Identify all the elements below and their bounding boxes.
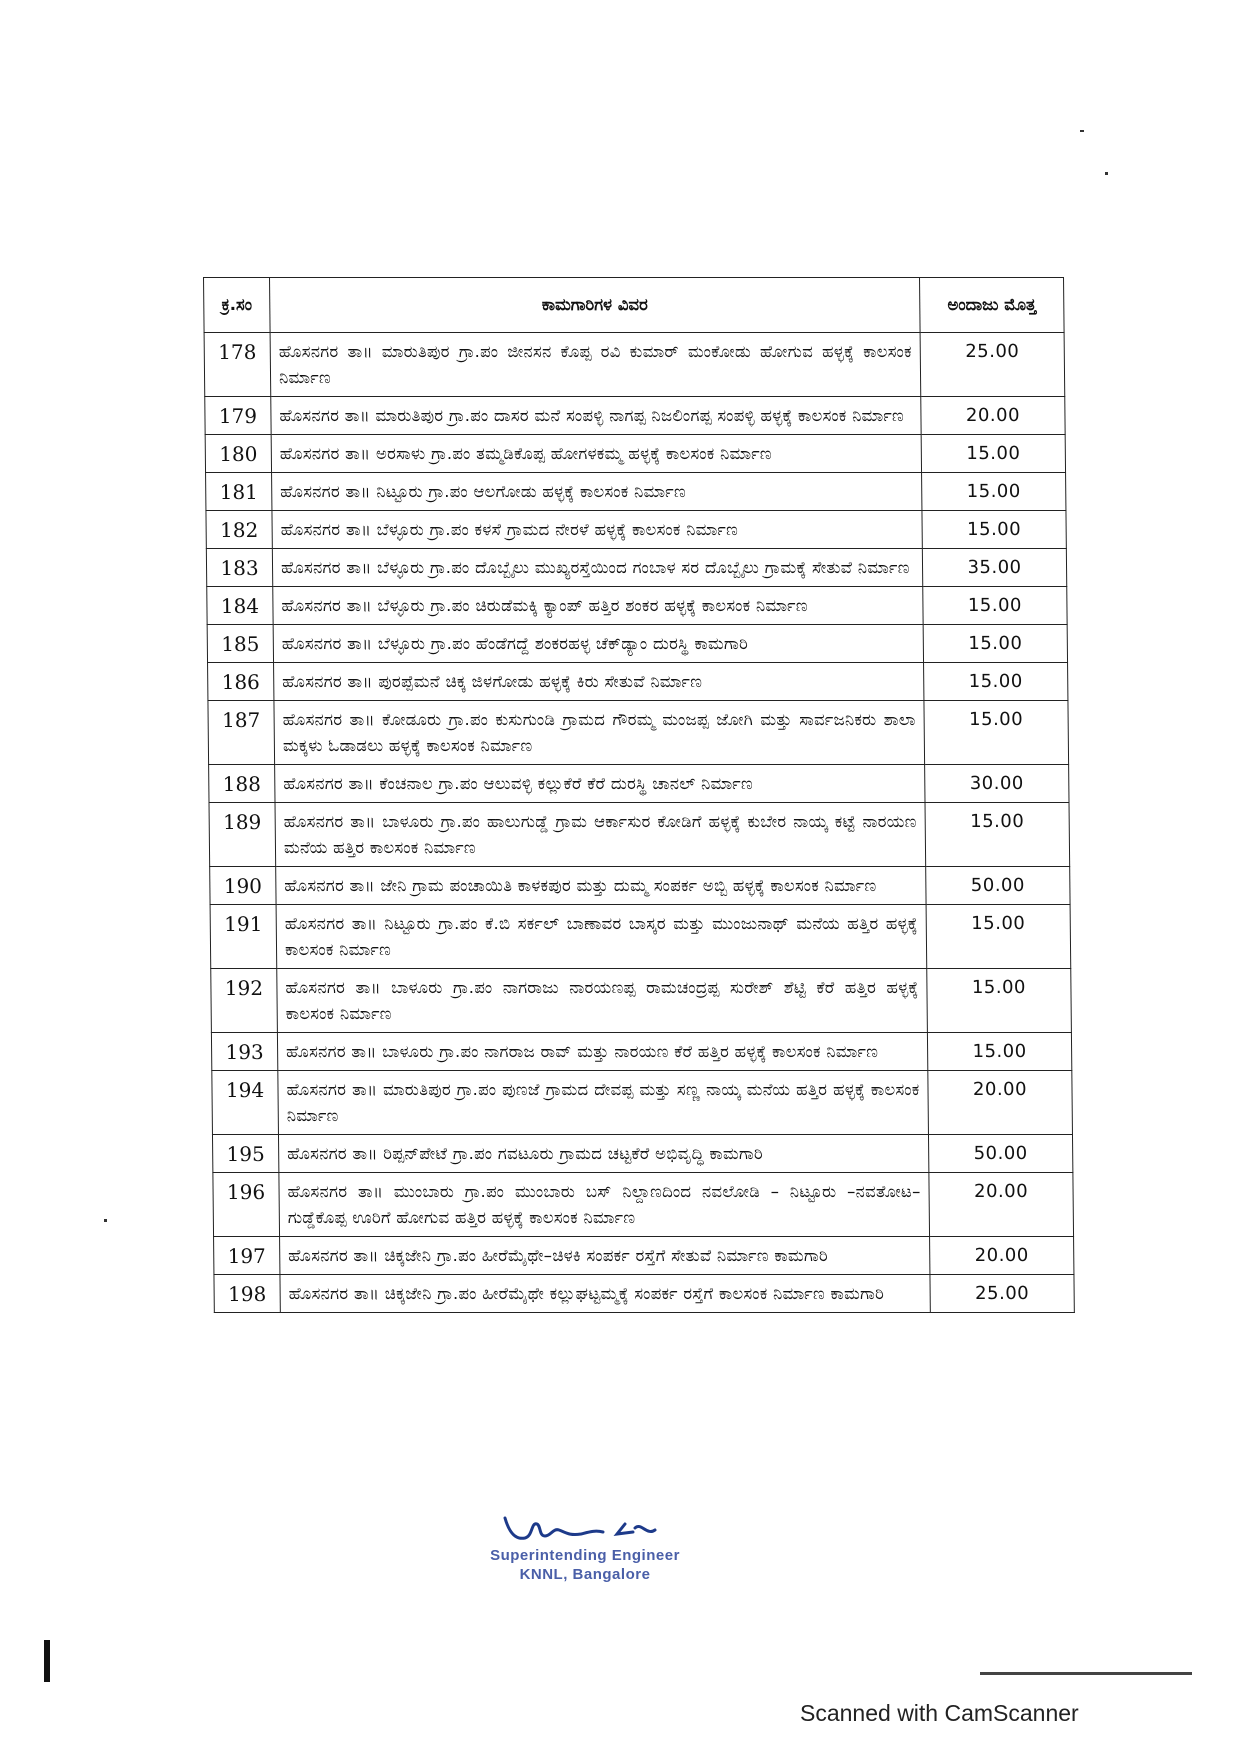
table-header-row bbox=[204, 278, 1065, 333]
row-work-description: ಹೊಸನಗರ ತಾ॥ ನಿಟ್ಟೂರು ಗ್ರಾ.ಪಂ ಕೆ.ಬಿ ಸರ್ಕಲ್ ಬಾಣಾವರ ಬಾಸ್ಕರ ಮತ್ತು ಮುಂಜುನಾಥ್ ಮನೆಯ ಹತ್ತಿರ ಹಳ್ಳಕ್ಕೆ ಕಾಲಸಂಕ ನಿರ್ಮಾಣ bbox=[276, 905, 927, 969]
scanner-watermark: Scanned with CamScanner bbox=[800, 1700, 1079, 1726]
table-row bbox=[204, 333, 1065, 397]
table-row bbox=[210, 867, 1070, 905]
row-estimated-amount: 15.00 bbox=[927, 969, 1072, 1033]
works-table bbox=[203, 277, 1075, 1313]
row-work-description: ಹೊಸನಗರ ತಾ॥ ಚಿಕ್ಕಜೇನಿ ಗ್ರಾ.ಪಂ ಹೀರೆಮೈಥೇ ಕಲ್ಲುಘಟ್ಟಮ್ಮಕ್ಕೆ ಸಂಪರ್ಕ ರಸ್ತೆಗೆ ಕಾಲಸಂಕ ನಿರ್ಮಾಣ ಕಾಮಗಾರಿ bbox=[280, 1275, 930, 1313]
row-work-description: ಹೊಸನಗರ ತಾ॥ ಕೋಡೂರು ಗ್ರಾ.ಪಂ ಕುಸುಗುಂಡಿ ಗ್ರಾಮದ ಗೌರಮ್ಮ ಮಂಜಪ್ಪ ಜೋಗಿ ಮತ್ತು ಸಾರ್ವಜನಿಕರು ಶಾಲಾ ಮಕ್ಕಳು ಓಡಾಡಲು ಹಳ್ಳಕ್ಕೆ ಕಾಲಸಂಕ ನಿರ್ಮಾಣ bbox=[274, 701, 925, 765]
row-estimated-amount: 20.00 bbox=[930, 1237, 1074, 1275]
row-work-description: ಹೊಸನಗರ ತಾ॥ ಮುಂಬಾರು ಗ್ರಾ.ಪಂ ಮುಂಬಾರು ಬಸ್ ನಿಲ್ದಾಣದಿಂದ ನವಲೋಡಿ – ನಿಟ್ಟೂರು –ನವತೋಟ– ಗುಡ್ಡೆಕೊಪ್ಪ ಊರಿಗೆ ಹೋಗುವ ಹತ್ತಿರ ಹಳ್ಳಕ್ಕೆ ಕಾಲಸಂಕ ನಿರ್ಮಾಣ bbox=[279, 1173, 930, 1237]
row-estimated-amount: 25.00 bbox=[920, 333, 1065, 397]
row-work-description: ಹೊಸನಗರ ತಾ॥ ಬಾಳೂರು ಗ್ರಾ.ಪಂ ನಾಗರಾಜ ರಾವ್ ಮತ್ತು ನಾರಯಣ ಕೆರೆ ಹತ್ತಿರ ಹಳ್ಳಕ್ಕೆ ಕಾಲಸಂಕ ನಿರ್ಮಾಣ bbox=[277, 1033, 927, 1071]
table-row bbox=[212, 1135, 1072, 1173]
row-estimated-amount: 25.00 bbox=[930, 1275, 1074, 1313]
row-serial-number: 196 bbox=[213, 1173, 280, 1237]
row-serial-number: 184 bbox=[207, 587, 273, 625]
scan-speck bbox=[1080, 130, 1084, 132]
table-row bbox=[211, 1033, 1071, 1071]
scan-speck bbox=[1105, 172, 1108, 175]
table-row bbox=[206, 549, 1066, 587]
row-estimated-amount: 15.00 bbox=[922, 511, 1066, 549]
stamp-office: KNNL, Bangalore bbox=[519, 1566, 651, 1583]
row-estimated-amount: 15.00 bbox=[924, 663, 1068, 701]
row-work-description: ಹೊಸನಗರ ತಾ॥ ಚಿಕ್ಕಜೇನಿ ಗ್ರಾ.ಪಂ ಹೀರೆಮೈಥೇ–ಚಿಳಕಿ ಸಂಪರ್ಕ ರಸ್ತೆಗೆ ಸೇತುವೆ ನಿರ್ಮಾಣ ಕಾಮಗಾರಿ bbox=[280, 1237, 930, 1275]
header-amount: ಅಂದಾಜು ಮೊತ್ತ bbox=[920, 278, 1065, 333]
row-estimated-amount: 15.00 bbox=[923, 587, 1067, 625]
row-serial-number: 183 bbox=[206, 549, 272, 587]
row-serial-number: 188 bbox=[209, 765, 275, 803]
row-estimated-amount: 15.00 bbox=[923, 625, 1067, 663]
row-serial-number: 179 bbox=[205, 397, 271, 435]
row-work-description: ಹೊಸನಗರ ತಾ॥ ಜೇನಿ ಗ್ರಾಮ ಪಂಚಾಯಿತಿ ಕಾಳಕಪುರ ಮತ್ತು ದುಮ್ಮ ಸಂಪರ್ಕ ಅಬ್ಬಿ ಹಳ್ಳಕ್ಕೆ ಕಾಲಸಂಕ ನಿರ್ಮಾಣ bbox=[276, 867, 926, 905]
table-row bbox=[214, 1237, 1074, 1275]
row-estimated-amount: 15.00 bbox=[922, 473, 1066, 511]
table-row bbox=[208, 701, 1069, 765]
row-estimated-amount: 30.00 bbox=[925, 765, 1069, 803]
table-row bbox=[205, 397, 1065, 435]
table-row bbox=[213, 1173, 1074, 1237]
row-work-description: ಹೊಸನಗರ ತಾ॥ ಮಾರುತಿಪುರ ಗ್ರಾ.ಪಂ ಜೀನಸನ ಕೊಪ್ಪ ರವಿ ಕುಮಾರ್ ಮಂಕೋಡು ಹೋಗುವ ಹಳ್ಳಕ್ಕೆ ಕಾಲಸಂಕ ನಿರ್ಮಾಣ bbox=[270, 333, 921, 397]
table-row bbox=[207, 625, 1067, 663]
row-estimated-amount: 35.00 bbox=[922, 549, 1066, 587]
row-serial-number: 186 bbox=[208, 663, 274, 701]
row-work-description: ಹೊಸನಗರ ತಾ॥ ನಿಟ್ಟೂರು ಗ್ರಾ.ಪಂ ಆಲಗೋಡು ಹಳ್ಳಕ್ಕೆ ಕಾಲಸಂಕ ನಿರ್ಮಾಣ bbox=[272, 473, 922, 511]
row-estimated-amount: 20.00 bbox=[921, 397, 1065, 435]
scan-speck bbox=[104, 1219, 107, 1222]
row-serial-number: 185 bbox=[207, 625, 273, 663]
row-serial-number: 192 bbox=[211, 969, 278, 1033]
row-work-description: ಹೊಸನಗರ ತಾ॥ ಬಾಳೂರು ಗ್ರಾ.ಪಂ ನಾಗರಾಜು ನಾರಯಣಪ್ಪ ರಾಮಚಂದ್ರಪ್ಪ ಸುರೇಶ್ ಶೆಟ್ಟಿ ಕೆರೆ ಹತ್ತಿರ ಹಳ್ಳಕ್ಕೆ ಕಾಲಸಂಕ ನಿರ್ಮಾಣ bbox=[277, 969, 928, 1033]
table-row bbox=[210, 905, 1071, 969]
table-row bbox=[205, 435, 1065, 473]
row-estimated-amount: 15.00 bbox=[924, 701, 1069, 765]
row-estimated-amount: 50.00 bbox=[928, 1135, 1072, 1173]
row-estimated-amount: 20.00 bbox=[929, 1173, 1074, 1237]
row-work-description: ಹೊಸನಗರ ತಾ॥ ಮಾರುತಿಪುರ ಗ್ರಾ.ಪಂ ಪುಣಜೆ ಗ್ರಾಮದ ದೇವಪ್ಪ ಮತ್ತು ಸಣ್ಣ ನಾಯ್ಕ ಮನೆಯ ಹತ್ತಿರ ಹಳ್ಳಕ್ಕೆ ಕಾಲಸಂಕ ನಿರ್ಮಾಣ bbox=[278, 1071, 929, 1135]
row-estimated-amount: 20.00 bbox=[928, 1071, 1073, 1135]
row-serial-number: 191 bbox=[210, 905, 277, 969]
signature-scribble bbox=[485, 1510, 685, 1546]
row-work-description: ಹೊಸನಗರ ತಾ॥ ಮಾರುತಿಪುರ ಗ್ರಾ.ಪಂ ದಾಸರ ಮನೆ ಸಂಪಳ್ಳಿ ನಾಗಪ್ಪ ನಿಜಲಿಂಗಪ್ಪ ಸಂಪಳ್ಳಿ ಹಳ್ಳಕ್ಕೆ ಕಾಲಸಂಕ ನಿರ್ಮಾಣ bbox=[271, 397, 921, 435]
row-estimated-amount: 50.00 bbox=[926, 867, 1070, 905]
row-work-description: ಹೊಸನಗರ ತಾ॥ ಬೆಳ್ಳೂರು ಗ್ರಾ.ಪಂ ದೊಬ್ಬೈಲು ಮುಖ್ಯರಸ್ತೆಯಿಂದ ಗಂಬಾಳ ಸರ ದೊಬ್ಬೈಲು ಗ್ರಾಮಕ್ಕೆ ಸೇತುವೆ ನಿರ್ಮಾಣ bbox=[272, 549, 922, 587]
row-serial-number: 189 bbox=[209, 803, 276, 867]
header-description: ಕಾಮಗಾರಿಗಳ ವಿವರ bbox=[270, 278, 921, 333]
row-serial-number: 197 bbox=[214, 1237, 280, 1275]
row-estimated-amount: 15.00 bbox=[927, 1033, 1071, 1071]
row-serial-number: 181 bbox=[206, 473, 272, 511]
row-serial-number: 193 bbox=[211, 1033, 277, 1071]
row-estimated-amount: 15.00 bbox=[921, 435, 1065, 473]
row-serial-number: 190 bbox=[210, 867, 276, 905]
row-serial-number: 187 bbox=[208, 701, 275, 765]
table-row bbox=[212, 1071, 1073, 1135]
table-row bbox=[206, 511, 1066, 549]
row-serial-number: 194 bbox=[212, 1071, 279, 1135]
row-work-description: ಹೊಸನಗರ ತಾ॥ ಬೆಳ್ಳೂರು ಗ್ರಾ.ಪಂ ಚಿರುಡೆಮಕ್ಕಿ ಕ್ಯಾಂಪ್ ಹತ್ತಿರ ಶಂಕರ ಹಳ್ಳಕ್ಕೆ ಕಾಲಸಂಕ ನಿರ್ಮಾಣ bbox=[273, 587, 923, 625]
scan-edge-mark bbox=[44, 1640, 50, 1682]
row-serial-number: 182 bbox=[206, 511, 272, 549]
table-row bbox=[206, 473, 1066, 511]
row-work-description: ಹೊಸನಗರ ತಾ॥ ಕೆಂಚನಾಲ ಗ್ರಾ.ಪಂ ಆಲುವಳ್ಳಿ ಕಲ್ಲುಕೆರೆ ಕೆರೆ ದುರಸ್ಥಿ ಚಾನಲ್ ನಿರ್ಮಾಣ bbox=[275, 765, 925, 803]
row-serial-number: 180 bbox=[205, 435, 271, 473]
signature-block bbox=[470, 1510, 700, 1620]
row-work-description: ಹೊಸನಗರ ತಾ॥ ಬಾಳೂರು ಗ್ರಾ.ಪಂ ಹಾಲುಗುಡ್ಡೆ ಗ್ರಾಮ ಆರ್ಕಾಸುರ ಕೋಡಿಗೆ ಹಳ್ಳಕ್ಕೆ ಕುಬೇರ ನಾಯ್ಕ ಕಟ್ಟೆ ನಾರಯಣ ಮನೆಯ ಹತ್ತಿರ ಕಾಲಸಂಕ ನಿರ್ಮಾಣ bbox=[275, 803, 926, 867]
row-estimated-amount: 15.00 bbox=[926, 905, 1071, 969]
table-row bbox=[214, 1275, 1074, 1313]
row-serial-number: 178 bbox=[204, 333, 271, 397]
stamp-designation: Superintending Engineer bbox=[490, 1547, 680, 1564]
table-body bbox=[204, 333, 1074, 1313]
row-estimated-amount: 15.00 bbox=[925, 803, 1070, 867]
table-row bbox=[208, 663, 1068, 701]
header-serial: ಕ್ರ.ಸಂ bbox=[204, 278, 271, 333]
scan-bottom-line bbox=[980, 1672, 1192, 1675]
row-work-description: ಹೊಸನಗರ ತಾ॥ ಪುರಪ್ಪೆಮನೆ ಚಿಕ್ಕ ಜಿಳಗೋಡು ಹಳ್ಳಕ್ಕೆ ಕಿರು ಸೇತುವೆ ನಿರ್ಮಾಣ bbox=[274, 663, 924, 701]
row-work-description: ಹೊಸನಗರ ತಾ॥ ಬೆಳ್ಳೂರು ಗ್ರಾ.ಪಂ ಹೆಂಡೆಗದ್ದೆ ಶಂಕರಹಳ್ಳ ಚೆಕ್‌ಡ್ಯಾಂ ದುರಸ್ಥಿ ಕಾಮಗಾರಿ bbox=[273, 625, 923, 663]
row-serial-number: 195 bbox=[212, 1135, 278, 1173]
row-work-description: ಹೊಸನಗರ ತಾ॥ ಅರಸಾಳು ಗ್ರಾ.ಪಂ ತಮ್ಮಡಿಕೊಪ್ಪ ಹೋಗಳಕಮ್ಮ ಹಳ್ಳಕ್ಕೆ ಕಾಲಸಂಕ ನಿರ್ಮಾಣ bbox=[271, 435, 921, 473]
table-row bbox=[209, 765, 1069, 803]
row-work-description: ಹೊಸನಗರ ತಾ॥ ಬೆಳ್ಳೂರು ಗ್ರಾ.ಪಂ ಕಳಸೆ ಗ್ರಾಮದ ನೇರಳೆ ಹಳ್ಳಕ್ಕೆ ಕಾಲಸಂಕ ನಿರ್ಮಾಣ bbox=[272, 511, 922, 549]
table-row bbox=[207, 587, 1067, 625]
table-row bbox=[211, 969, 1072, 1033]
row-serial-number: 198 bbox=[214, 1275, 280, 1313]
table-row bbox=[209, 803, 1070, 867]
row-work-description: ಹೊಸನಗರ ತಾ॥ ರಿಪ್ಪನ್‌ಪೇಟೆ ಗ್ರಾ.ಪಂ ಗವಟೂರು ಗ್ರಾಮದ ಚಟ್ಟಕೆರೆ ಅಭಿವೃದ್ಧಿ ಕಾಮಗಾರಿ bbox=[278, 1135, 928, 1173]
